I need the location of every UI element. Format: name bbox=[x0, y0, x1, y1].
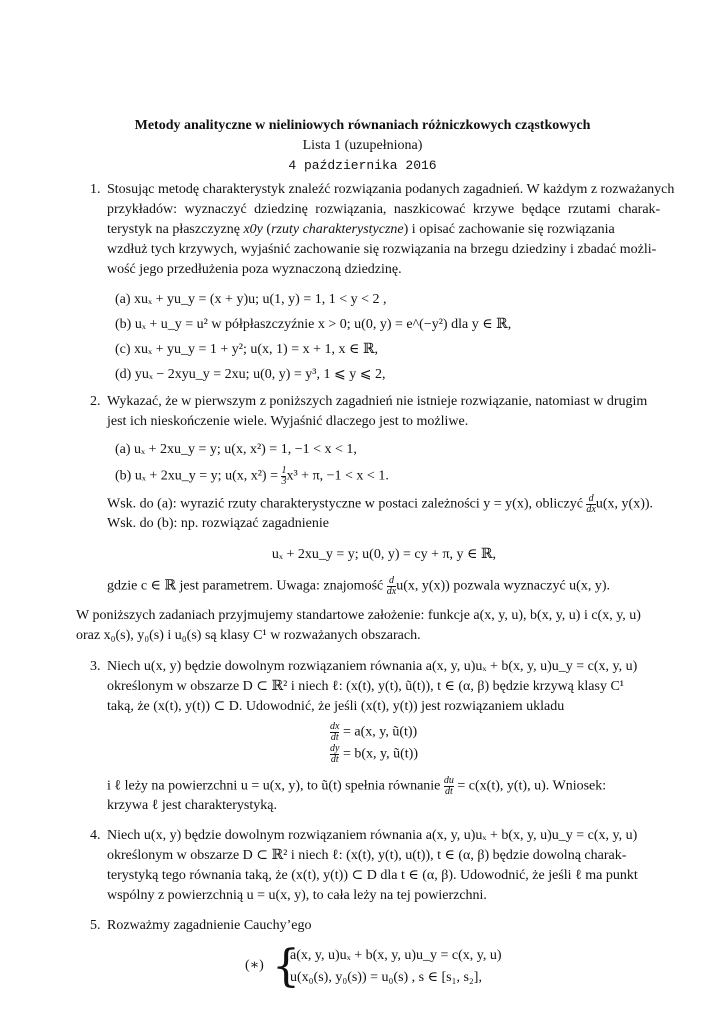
hint-a: Wsk. do (a): wyrazić rzuty charakterystyczne w postaci zależności y = y(x), obliczyć $\frac{d}{dx}$ u(x, y(x)). bbox=[107, 493, 654, 515]
problem-5-line: Rozważmy zagadnienie Cauchy’ego bbox=[107, 918, 312, 933]
cauchy-eq-2: u(x₀(s), y₀(s)) = u₀(s) , s ∈ [s₁, s₂], bbox=[290, 970, 482, 985]
problem-3-number: 3. bbox=[90, 659, 101, 674]
problem-3-line: Niech u(x, y) będzie dowolnym rozwiązaniem równania a(x, y, u)uₓ + b(x, y, u)u_y = c(x, y, u) bbox=[107, 659, 638, 674]
problem-1-line: wzdłuż tych krzywych, wyjaśnić zachowanie się rozwiązania na brzegu dziedziny i zbadać możli- bbox=[107, 242, 657, 257]
problem-3-line: i ℓ leży na powierzchni u = u(x, y), to ũ(t) spełnia równanie $\frac{du}{dt}$ = c(x(t), y(t), u). Wniosek: bbox=[107, 775, 607, 797]
problem-1-item-a: (a) xuₓ + yu_y = (x + y)u; u(1, y) = 1, 1 < y < 2 , bbox=[115, 292, 387, 307]
problem-2-item-b: (b) uₓ + 2xu_y = y; u(x, x²) = $\frac{1}{3}$ x³ + π, −1 < x < 1. bbox=[115, 465, 389, 487]
problem-1-line: terystyk na płaszczyznę x0y (rzuty charakterystyczne) i opisać zachowanie się rozwiązania bbox=[107, 222, 615, 237]
problem-1-item-c: (c) xuₓ + yu_y = 1 + y²; u(x, 1) = x + 1, x ∈ ℝ, bbox=[115, 342, 378, 357]
system-label: (∗) bbox=[245, 958, 264, 973]
problem-1-line: przykładów: wyznaczyć dziedzinę rozwiązania, naszkicować krzywe będące rzutami charak- bbox=[107, 202, 661, 217]
problem-1-line: Stosując metodę charakterystyk znaleźć rozwiązania podanych zagadnień. W każdym z rozważanych bbox=[107, 182, 675, 197]
problem-5-number: 5. bbox=[90, 918, 101, 933]
problem-2-line: Wykazać, że w pierwszym z poniższych zagadnień nie istnieje rozwiązanie, natomiast w drugim bbox=[107, 394, 648, 409]
problem-4-line: Niech u(x, y) będzie dowolnym rozwiązaniem równania a(x, y, u)uₓ + b(x, y, u)u_y = c(x, y, u) bbox=[107, 828, 638, 843]
problem-4-line: terystyką tego równania taką, że (x(t), y(t)) ⊂ D dla t ∈ (α, β). Udowodnić, że jeśli ℓ ma punkt bbox=[107, 868, 638, 883]
problem-1-number: 1. bbox=[90, 182, 101, 197]
problem-1-line: wość jego przedłużenia poza wyznaczoną dziedzinę. bbox=[107, 262, 402, 277]
problem-3-line: określonym w obszarze D ⊂ ℝ² i niech ℓ: (x(t), y(t), ũ(t)), t ∈ (α, β) będzie krzywą klasy C¹ bbox=[107, 679, 624, 694]
page-date: 4 października 2016 bbox=[288, 158, 437, 173]
problem-4-number: 4. bbox=[90, 828, 101, 843]
page-title: Metody analityczne w nieliniowych równaniach różniczkowych cząstkowych bbox=[134, 118, 591, 133]
problem-2-line: jest ich nieskończenie wiele. Wyjaśnić dlaczego jest to możliwe. bbox=[107, 414, 469, 429]
system-eq-1: $\frac{dx}{dt}$ = a(x, y, ũ(t)) bbox=[330, 721, 418, 743]
problem-4-line: określonym w obszarze D ⊂ ℝ² i niech ℓ: (x(t), y(t), u(t)), t ∈ (α, β) będzie dowolną charak- bbox=[107, 848, 627, 863]
problem-2-number: 2. bbox=[90, 394, 101, 409]
system-eq-2: $\frac{dy}{dt}$ = b(x, y, ũ(t)) bbox=[330, 743, 418, 765]
page-subtitle: Lista 1 (uzupełniona) bbox=[302, 138, 423, 153]
problem-2-remark: gdzie c ∈ ℝ jest parametrem. Uwaga: znajomość $\frac{d}{dx}$ u(x, y(x)) pozwala wyznaczyć u(x, y). bbox=[107, 575, 610, 597]
intro-line: W poniższych zadaniach przyjmujemy standartowe założenie: funkcje a(x, y, u), b(x, y, u) i c(x, y, u) bbox=[76, 608, 641, 623]
system-brace: { bbox=[272, 941, 300, 992]
problem-4-line: wspólny z powierzchnią u = u(x, y), to cała leży na tej powierzchni. bbox=[107, 888, 487, 903]
problem-1-item-b: (b) uₓ + u_y = u² w półpłaszczyźnie x > 0; u(0, y) = e^(−y²) dla y ∈ ℝ, bbox=[115, 317, 512, 332]
intro-line: oraz x₀(s), y₀(s) i u₀(s) są klasy C¹ w rozważanych obszarach. bbox=[76, 628, 421, 643]
problem-3-line: krzywa ℓ jest charakterystyką. bbox=[107, 798, 277, 813]
problem-1-item-d: (d) yuₓ − 2xyu_y = 2xu; u(0, y) = y³, 1 ⩽ y ⩽ 2, bbox=[115, 367, 386, 382]
problem-2-equation: uₓ + 2xu_y = y; u(0, y) = cy + π, y ∈ ℝ, bbox=[271, 547, 497, 562]
hint-b: Wsk. do (b): np. rozwiązać zagadnienie bbox=[107, 516, 329, 531]
cauchy-eq-1: a(x, y, u)uₓ + b(x, y, u)u_y = c(x, y, u) bbox=[290, 948, 502, 963]
problem-3-line: taką, że (x(t), y(t)) ⊂ D. Udowodnić, że jeśli (x(t), y(t)) jest rozwiązaniem ukladu bbox=[107, 699, 565, 714]
problem-2-item-a: (a) uₓ + 2xu_y = y; u(x, x²) = 1, −1 < x < 1, bbox=[115, 442, 357, 457]
